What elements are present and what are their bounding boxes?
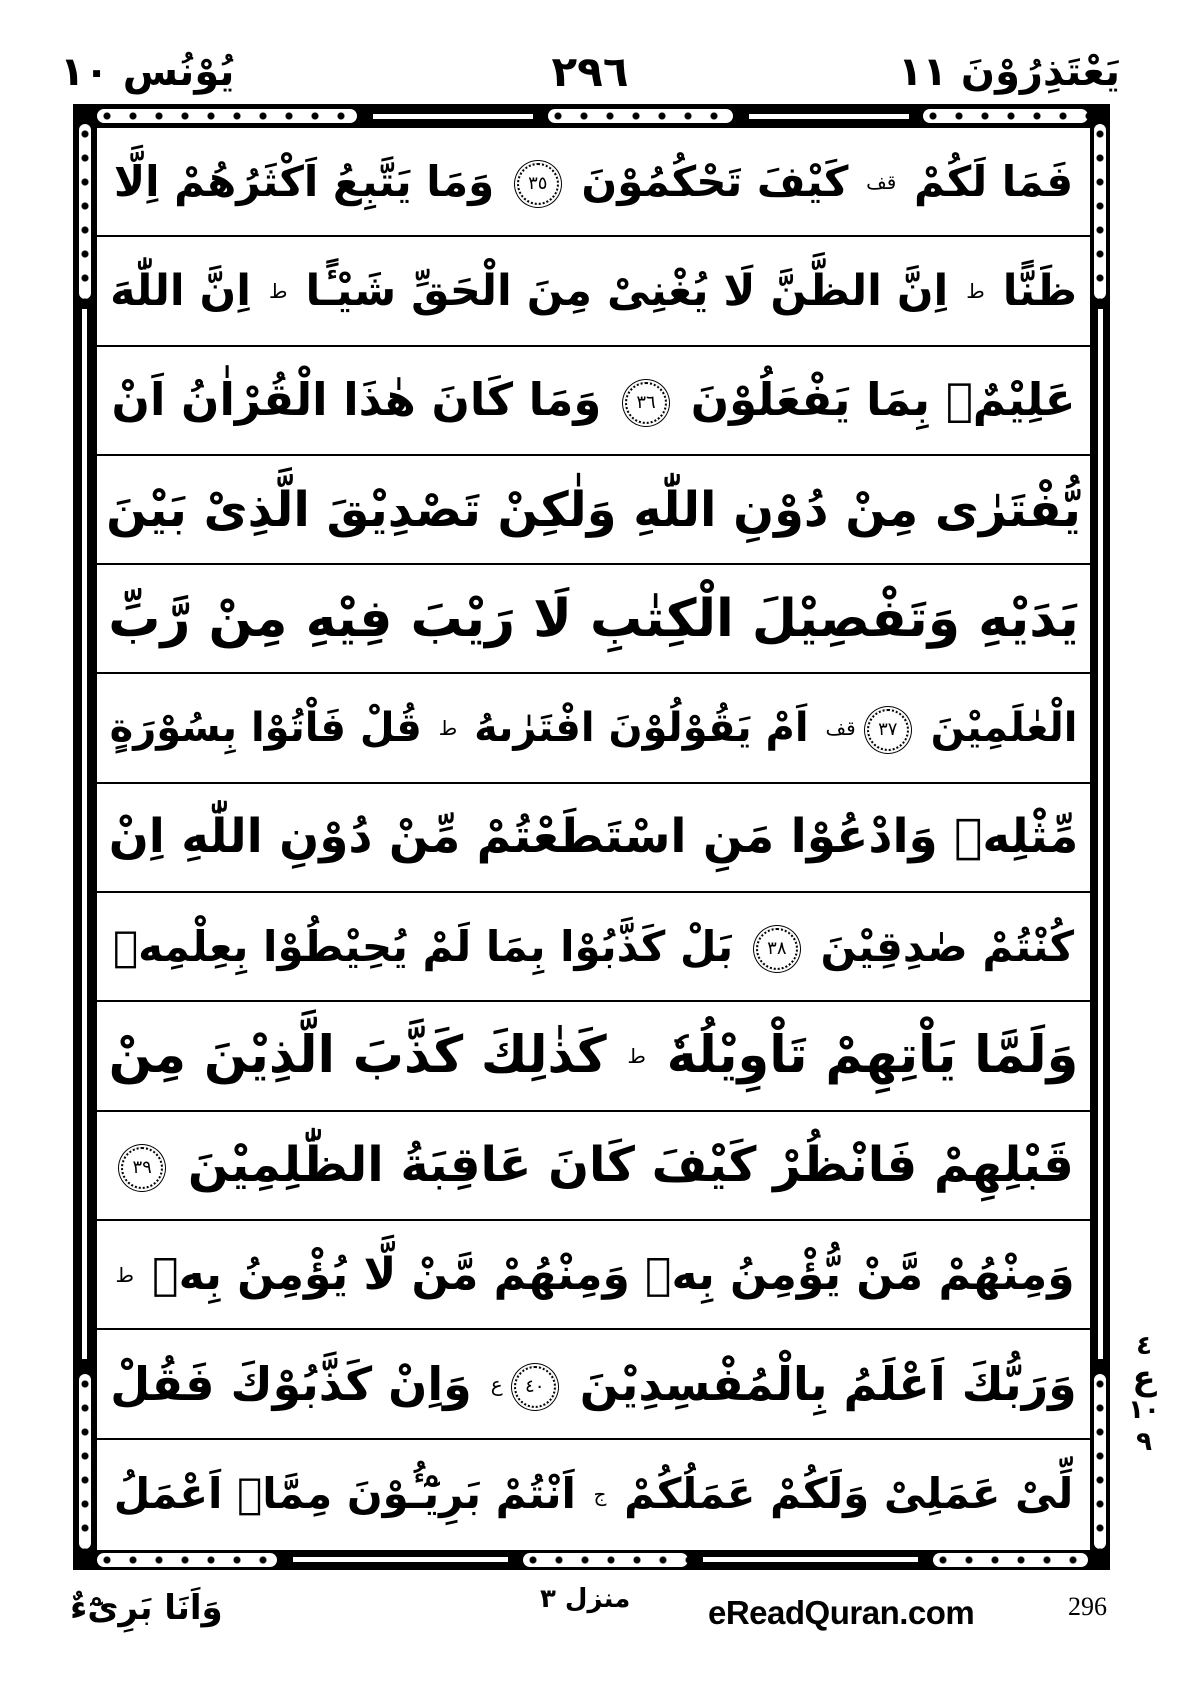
waqf-sign: ط (438, 716, 458, 741)
ruku-number-bottom: ٩ (1136, 1427, 1152, 1457)
verse-text: وَلَمَّا يَاْتِهِمْ تَاْوِيْلُهٗ (648, 1026, 1079, 1086)
waqf-sign: ج (593, 1482, 607, 1507)
verse-line-10 (97, 1112, 1090, 1221)
ayah-number-marker: ٣٥ (517, 163, 559, 205)
frame-stripe-bottom-left (293, 1557, 508, 1562)
verse-text: وَرَبُّكَ اَعْلَمُ بِالْمُفْسِدِيْنَ (563, 1356, 1077, 1411)
verse-text: وَاِنْ كَذَّبُوْكَ فَقُلْ (110, 1356, 488, 1411)
verse-text: بَلْ كَذَّبُوْا بِمَا لَمْ يُحِيْطُوْا بِعِلْمِهٖ (112, 921, 748, 971)
waqf-sign: قف (866, 169, 897, 194)
verse-line-1 (97, 128, 1090, 237)
verse-panel (97, 128, 1090, 1550)
verse-text: كُنْتُمْ صٰدِقِيْنَ (805, 921, 1075, 971)
ruku-symbol: ع (1132, 1358, 1156, 1398)
verse-line-3 (97, 347, 1090, 456)
verse-line-8 (97, 893, 1090, 1002)
verse-text: وَمِنْهُمْ مَّنْ يُّؤْمِنُ بِهٖ وَمِنْهُمْ مَّنْ لَّا يُؤْمِنُ بِهٖ (136, 1248, 1075, 1300)
frame-ornament-left (79, 124, 91, 299)
ruku-number-top: ٤ (1136, 1331, 1152, 1361)
verse-line-12 (97, 1330, 1090, 1439)
ayah-number-marker: ٣٨ (756, 928, 798, 970)
verse-text: مِّثْلِهٖ وَادْعُوْا مَنِ اسْتَطَعْتُمْ مِّنْ دُوْنِ اللّٰهِ اِنْ (108, 809, 1079, 865)
waqf-sign: ع (490, 1371, 503, 1396)
frame-stripe-top-left (373, 114, 533, 119)
verse-line-2 (97, 237, 1090, 346)
verse-text: كَيْفَ تَحْكُمُوْنَ (566, 156, 864, 206)
verse-text: عَلِيْمٌۢ بِمَا يَفْعَلُوْنَ (675, 373, 1076, 427)
verse-text: قَبْلِهِمْ فَانْظُرْ كَيْفَ كَانَ عَاقِبَةُ الظّٰلِمِيْنَ (171, 1137, 1074, 1194)
frame-ornament-right-bottom (1094, 1374, 1106, 1549)
waqf-sign: ط (627, 1044, 646, 1069)
ayah-number-marker: ٣٦ (625, 382, 667, 424)
site-watermark: eReadQuran.com (708, 1594, 975, 1631)
waqf-sign: ط (268, 278, 288, 303)
verse-line-5 (97, 565, 1090, 674)
page-number-arabic: ٢٩٦ (551, 47, 629, 96)
frame-stripe-bottom-right (703, 1557, 918, 1562)
verse-text: اَمْ يَقُوْلُوْنَ افْتَرٰىهُ (460, 705, 823, 752)
frame-ornament-right (1094, 124, 1106, 299)
frame-ornament-bottom-center (523, 1553, 688, 1567)
frame-ornament-bottom-right (933, 1553, 1088, 1567)
verse-text: ظَنًّا (987, 265, 1077, 316)
juz-name-label: یَعْتَذِرُوْنَ ١١ (898, 49, 1120, 95)
frame-stripe-top-right (749, 114, 909, 119)
waqf-sign: ط (966, 278, 985, 303)
verse-line-4 (97, 456, 1090, 565)
verse-text: الْعٰلَمِيْنَ (916, 705, 1078, 752)
verse-text: اَنْتُمْ بَرِيْٓـُٔوْنَ مِمَّاۤ اَعْمَلُ (113, 1469, 591, 1519)
page-number: 296 (1068, 1592, 1107, 1621)
frame-ornament-bottom-left (97, 1553, 277, 1567)
manzil-label: منزل ٣ (540, 1584, 631, 1614)
frame-ornament-top-left (97, 109, 357, 123)
verse-text: اِنَّ الظَّنَّ لَا يُغْنِىْ مِنَ الْحَقِّ شَيْـًٔا (290, 265, 964, 316)
verse-text: فَمَا لَكُمْ (899, 156, 1074, 206)
ruku-marker (1124, 1330, 1164, 1458)
ayah-number-marker: ٤٠ (514, 1366, 556, 1408)
waqf-sign: قف (825, 716, 856, 741)
frame-stripe-left (82, 309, 87, 1359)
verse-text: لِّىْ عَمَلِىْ وَلَكُمْ عَمَلُكُمْ (609, 1469, 1074, 1519)
verse-line-13 (97, 1440, 1090, 1549)
verse-line-11 (97, 1221, 1090, 1330)
verse-text: يُّفْتَرٰى مِنْ دُوْنِ اللّٰهِ وَلٰكِنْ تَصْدِيْقَ الَّذِىْ بَيْنَ (106, 481, 1081, 538)
verse-text: يَدَيْهِ وَتَفْصِيْلَ الْكِتٰبِ لَا رَيْبَ فِيْهِ مِنْ رَّبِّ (108, 588, 1079, 649)
ornamental-frame (73, 104, 1110, 1570)
ruku-number-middle: ١٠ (1128, 1395, 1160, 1425)
surah-name-label: یُوْنُس ١٠ (60, 49, 235, 95)
verse-text: اِنَّ اللّٰهَ (110, 265, 266, 316)
frame-ornament-top-center (548, 109, 733, 123)
ayah-number-marker: ٣٧ (867, 709, 909, 751)
waqf-sign: ط (115, 1262, 134, 1287)
verse-text: وَمَا كَانَ هٰذَا الْقُرْاٰنُ اَنْ (111, 373, 618, 427)
frame-ornament-left-bottom (79, 1374, 91, 1549)
page-header (60, 44, 1120, 104)
ayah-number-marker: ٣٩ (121, 1147, 163, 1189)
verse-line-6 (97, 675, 1090, 784)
verse-line-7 (97, 784, 1090, 893)
frame-stripe-right (1098, 309, 1103, 1359)
verse-text: وَمَا يَتَّبِعُ اَكْثَرُهُمْ اِلَّا (113, 156, 509, 206)
verse-line-9 (97, 1002, 1090, 1111)
catchword: وَاَنَا بَرِیْٓءٌ (70, 1588, 223, 1628)
verse-text: قُلْ فَاْتُوْا بِسُوْرَةٍ (109, 705, 436, 752)
frame-ornament-top-right (923, 109, 1088, 123)
verse-text: كَذٰلِكَ كَذَّبَ الَّذِيْنَ مِنْ (108, 1026, 625, 1086)
